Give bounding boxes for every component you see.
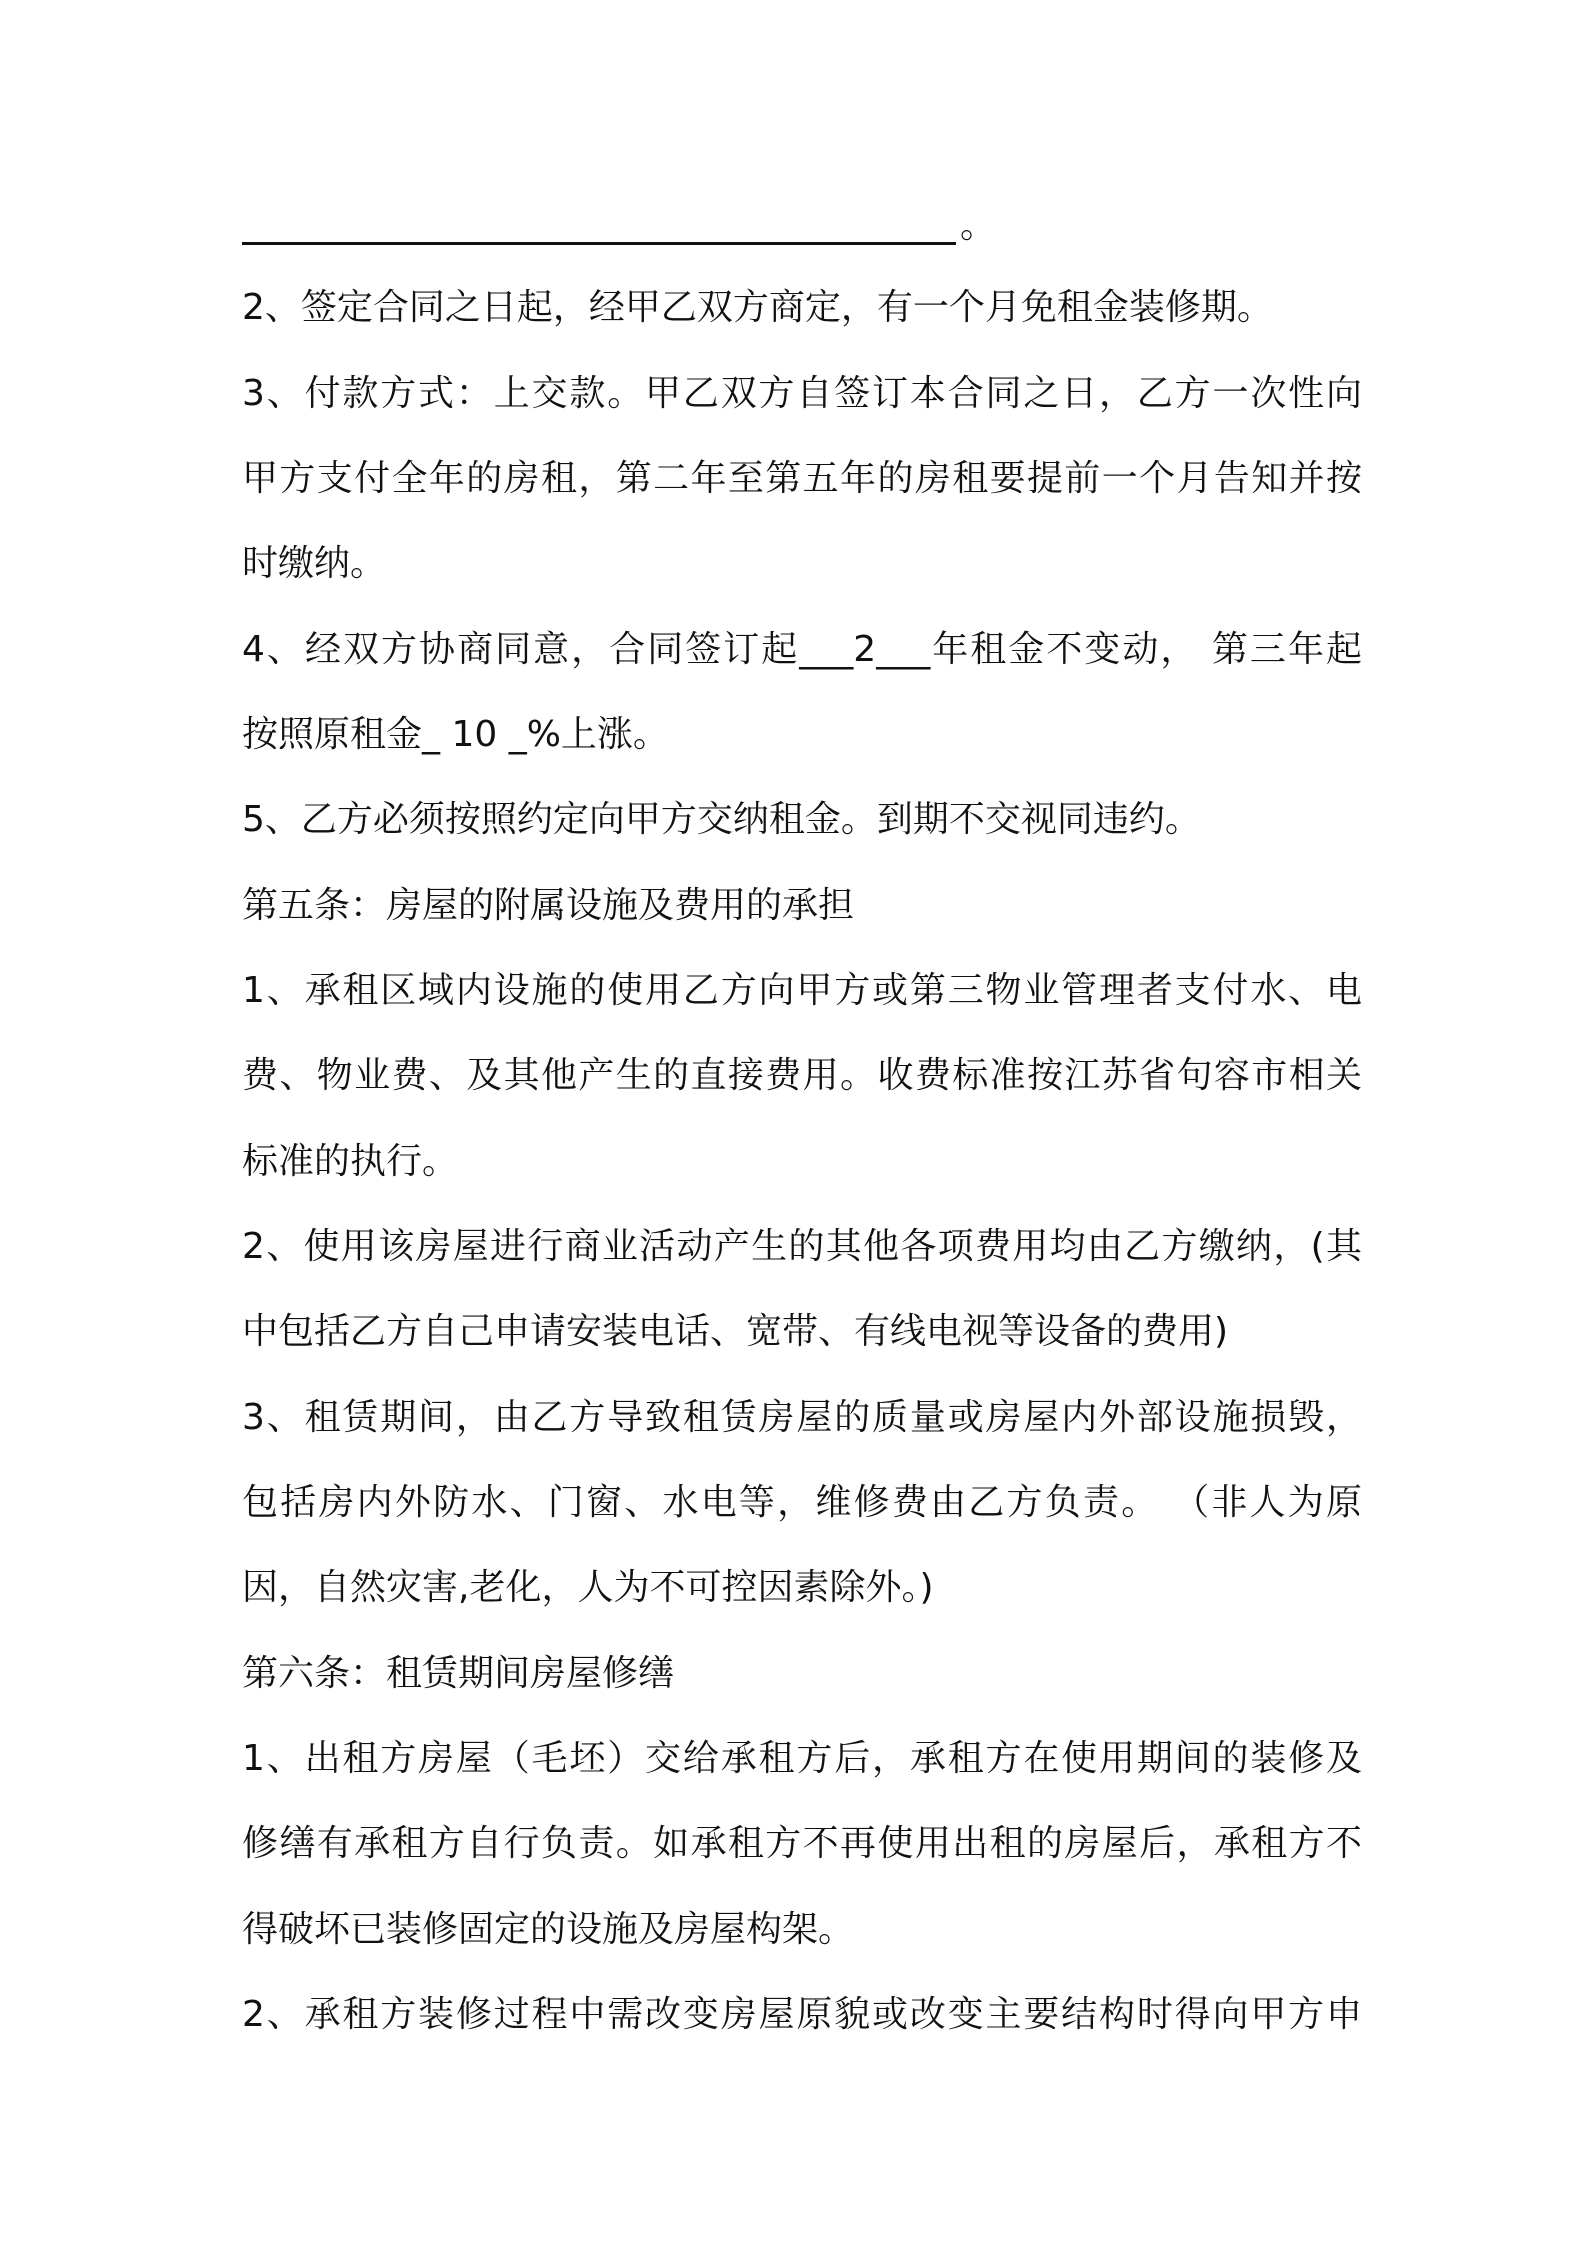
paragraph-line: 2、承租方装修过程中需改变房屋原貌或改变主要结构时得向甲方申 (242, 1994, 1362, 2035)
paragraph-line: 因，自然灾害,老化，人为不可控因素除外。) (242, 1567, 934, 1608)
paragraph-line: 1、承租区域内设施的使用乙方向甲方或第三物业管理者支付水、电 (242, 970, 1362, 1011)
line-end-mark: 。 (960, 205, 997, 246)
paragraph-line: 包括房内外防水、门窗、水电等，维修费由乙方负责。 （非人为原 (242, 1482, 1362, 1523)
paragraph-line: 费、物业费、及其他产生的直接费用。收费标准按江苏省句容市相关 (242, 1055, 1362, 1096)
paragraph-line: 2、使用该房屋进行商业活动产生的其他各项费用均由乙方缴纳，(其 (242, 1226, 1362, 1267)
section-heading: 第六条：租赁期间房屋修缮 (242, 1653, 675, 1694)
paragraph-line: 4、经双方协商同意，合同签订起___2___年租金不变动， 第三年起 (242, 629, 1362, 670)
section-heading: 第五条：房屋的附属设施及费用的承担 (242, 885, 855, 926)
paragraph-line: 3、付款方式：上交款。甲乙双方自签订本合同之日，乙方一次性向 (242, 373, 1362, 414)
paragraph-line: 标准的执行。 (242, 1141, 459, 1182)
paragraph-line: 得破坏已装修固定的设施及房屋构架。 (242, 1909, 855, 1950)
blank-fill-line (242, 200, 997, 252)
underline-blank (242, 242, 956, 245)
paragraph-line: 1、出租方房屋（毛坯）交给承租方后，承租方在使用期间的装修及 (242, 1738, 1362, 1779)
paragraph-line: 甲方支付全年的房租，第二年至第五年的房租要提前一个月告知并按 (242, 458, 1362, 499)
paragraph-line: 2、签定合同之日起，经甲乙双方商定，有一个月免租金装修期。 (242, 287, 1273, 328)
paragraph-line: 修缮有承租方自行负责。如承租方不再使用出租的房屋后，承租方不 (242, 1823, 1362, 1864)
paragraph-line: 3、租赁期间，由乙方导致租赁房屋的质量或房屋内外部设施损毁， (242, 1397, 1362, 1438)
paragraph-line: 中包括乙方自己申请安装电话、宽带、有线电视等设备的费用) (242, 1311, 1229, 1352)
paragraph-line: 时缴纳。 (242, 543, 387, 584)
paragraph-line: 5、乙方必须按照约定向甲方交纳租金。到期不交视同违约。 (242, 799, 1201, 840)
paragraph-line: 按照原租金_ 10 _%上涨。 (242, 714, 669, 755)
